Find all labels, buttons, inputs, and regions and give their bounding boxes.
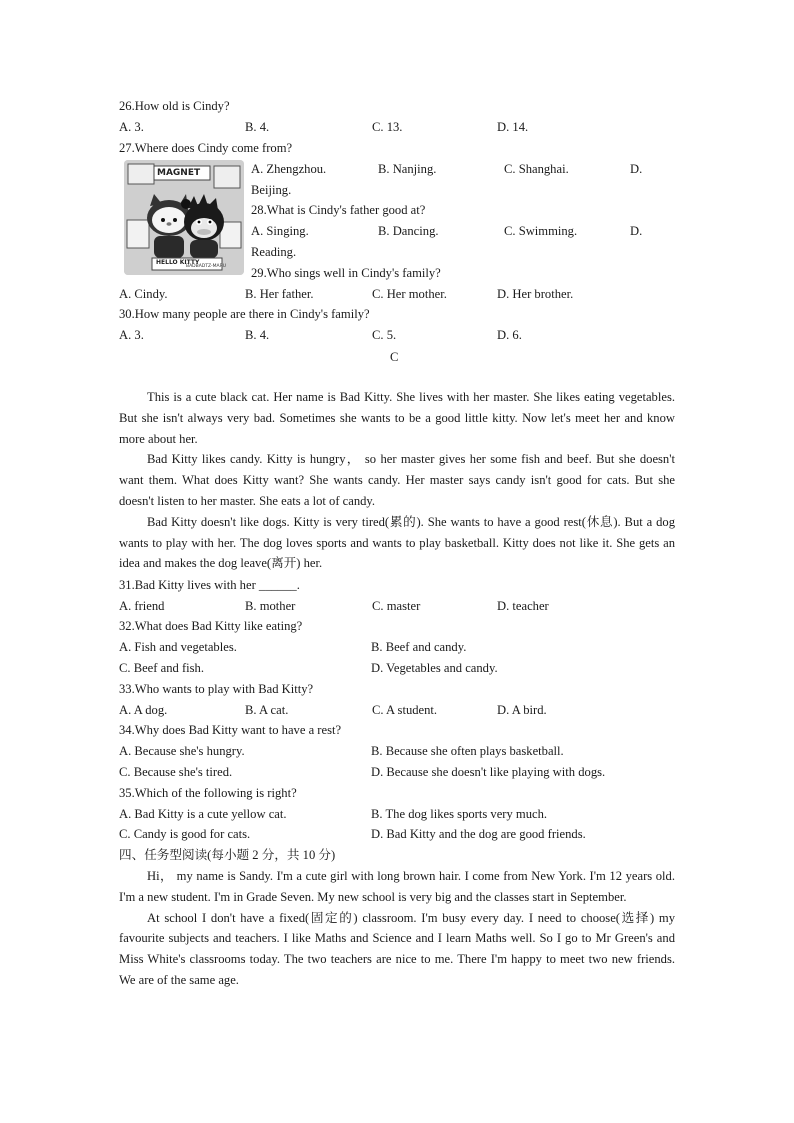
q27-option-d: D. xyxy=(630,162,643,176)
q33-option-b: B. A cat. xyxy=(245,703,289,717)
magnet-top-label: MAGNET xyxy=(157,168,201,178)
q26-option-b: B. 4. xyxy=(245,120,270,134)
section-4-heading: 四、任务型阅读(每小题 2 分，共 10 分) xyxy=(119,848,336,862)
magnet-brand-label: BADBADTZ-MARU xyxy=(186,264,227,269)
q26-option-c: C. 13. xyxy=(372,120,403,134)
hello-kitty-magnet-image xyxy=(124,160,244,275)
q29-option-c: C. Her mother. xyxy=(372,287,447,301)
q26-option-a: A. 3. xyxy=(119,120,144,134)
q31-option-a: A. friend xyxy=(119,599,165,613)
q27-option-c: C. Shanghai. xyxy=(504,162,569,176)
q29-option-a: A. Cindy. xyxy=(119,287,168,301)
q33-option-a: A. A dog. xyxy=(119,703,168,717)
q31-option-d: D. teacher xyxy=(497,599,549,613)
q31-option-c: C. master xyxy=(372,599,421,613)
passage-4-paragraph: At school I don't have a fixed(固定的) classroom. I'm busy every day. I need to choose(选择) my favourite subjects and teachers. I like Maths and Science and I learn Maths well. So I go to Mr Green's and Miss White's classrooms today. The two teachers are nice to me. There I'm happy to meet two new friends. We are of the same age. xyxy=(119,910,675,987)
q32-option-a: A. Fish and vegetables. xyxy=(119,640,237,654)
passage-4-paragraph: Hi， my name is Sandy. I'm a cute girl with long brown hair. I come from New York. I'm 12 years old. I'm a new student. I'm in Grade Seven. My new school is very big and the classes start in September. xyxy=(119,869,675,904)
question-31: 31.Bad Kitty lives with her ______. xyxy=(119,578,300,592)
q34-option-a: A. Because she's hungry. xyxy=(119,744,245,758)
passage-c-paragraph: This is a cute black cat. Her name is Bad Kitty. She lives with her master. She likes eating vegetables. But she isn't always very bad. Sometimes she wants to be a good little kitty. Now let's meet her and know more about her. xyxy=(119,390,675,446)
q33-option-c: C. A student. xyxy=(372,703,438,717)
question-35: 35.Which of the following is right? xyxy=(119,786,297,800)
q31-option-b: B. mother xyxy=(245,599,296,613)
section-c-label: C xyxy=(390,350,399,364)
q26-option-d: D. 14. xyxy=(497,120,529,134)
question-32: 32.What does Bad Kitty like eating? xyxy=(119,619,303,633)
q34-option-d: D. Because she doesn't like playing with dogs. xyxy=(371,765,606,779)
question-26: 26.How old is Cindy? xyxy=(119,99,230,113)
question-27: 27.Where does Cindy come from? xyxy=(119,141,293,155)
question-30: 30.How many people are there in Cindy's family? xyxy=(119,307,370,321)
q28-option-d: D. xyxy=(630,224,643,238)
q32-option-b: B. Beef and candy. xyxy=(371,640,467,654)
q30-option-b: B. 4. xyxy=(245,328,270,342)
q35-option-b: B. The dog likes sports very much. xyxy=(371,807,548,821)
q28-option-c: C. Swimming. xyxy=(504,224,578,238)
question-29: 29.Who sings well in Cindy's family? xyxy=(251,266,441,280)
question-34: 34.Why does Bad Kitty want to have a rest? xyxy=(119,723,342,737)
q27-option-a: A. Zhengzhou. xyxy=(251,162,327,176)
q30-option-d: D. 6. xyxy=(497,328,522,342)
q35-option-d: D. Bad Kitty and the dog are good friends. xyxy=(371,827,586,841)
q32-option-c: C. Beef and fish. xyxy=(119,661,204,675)
question-33: 33.Who wants to play with Bad Kitty? xyxy=(119,682,314,696)
q30-option-a: A. 3. xyxy=(119,328,144,342)
q29-option-d: D. Her brother. xyxy=(497,287,574,301)
q34-option-b: B. Because she often plays basketball. xyxy=(371,744,564,758)
question-28: 28.What is Cindy's father good at? xyxy=(251,203,426,217)
q34-option-c: C. Because she's tired. xyxy=(119,765,233,779)
q28-option-d-continued: Reading. xyxy=(251,245,297,259)
passage-4 xyxy=(119,866,675,991)
magnet-bottom-label: HELLO KITTY xyxy=(156,259,200,266)
q27-option-d-continued: Beijing. xyxy=(251,183,292,197)
q32-option-d: D. Vegetables and candy. xyxy=(371,661,498,675)
q35-option-a: A. Bad Kitty is a cute yellow cat. xyxy=(119,807,287,821)
passage-c-paragraph: Bad Kitty likes candy. Kitty is hungry， so her master gives her some fish and beef. But she doesn't want them. What does Kitty want? She wants candy. Her master says candy isn't good for cats. But she doesn't listen to her master. She eats a lot of candy. xyxy=(119,452,675,508)
q33-option-d: D. A bird. xyxy=(497,703,547,717)
q28-option-b: B. Dancing. xyxy=(378,224,439,238)
q27-option-b: B. Nanjing. xyxy=(378,162,437,176)
passage-c xyxy=(119,387,675,574)
passage-c-paragraph: Bad Kitty doesn't like dogs. Kitty is very tired(累的). She wants to have a good rest(休息). But a dog wants to play with her. The dog loves sports and wants to play basketball. Kitty does not like it. She gets an idea and makes the dog leave(离开) her. xyxy=(119,514,675,571)
q29-option-b: B. Her father. xyxy=(245,287,314,301)
q35-option-c: C. Candy is good for cats. xyxy=(119,827,251,841)
q28-option-a: A. Singing. xyxy=(251,224,309,238)
q30-option-c: C. 5. xyxy=(372,328,397,342)
